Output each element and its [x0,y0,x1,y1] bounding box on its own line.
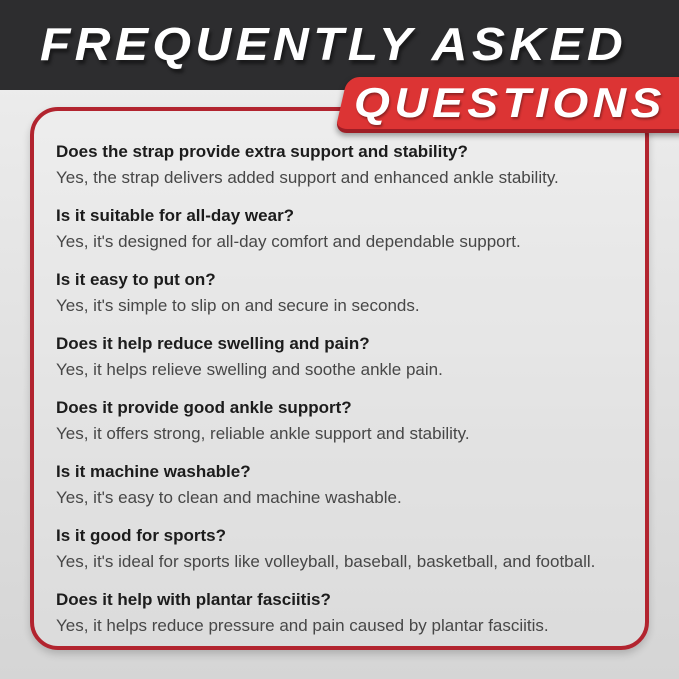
questions-banner [335,77,679,133]
faq-answer: Yes, the strap delivers added support and enhanced ankle stability. [56,168,559,187]
faq-question: Is it suitable for all-day wear? [56,206,295,225]
banner-label: QUESTIONS [353,79,666,126]
faq-answer: Yes, it's simple to slip on and secure in seconds. [56,296,420,315]
faq-answer: Yes, it offers strong, reliable ankle support and stability. [56,424,470,443]
page-title: FREQUENTLY ASKED [40,18,628,70]
faq-question: Does the strap provide extra support and stability? [56,142,468,161]
faq-answer: Yes, it helps relieve swelling and soothe ankle pain. [56,360,443,379]
faq-item [56,461,621,509]
faq-card [30,107,649,650]
faq-question: Does it help with plantar fasciitis? [56,590,331,609]
faq-item [56,205,621,253]
faq-item [56,589,621,637]
faq-question: Does it provide good ankle support? [56,398,352,417]
faq-item [56,141,621,189]
faq-item [56,333,621,381]
faq-question: Is it machine washable? [56,462,251,481]
faq-answer: Yes, it's easy to clean and machine washable. [56,488,402,507]
faq-answer: Yes, it helps reduce pressure and pain caused by plantar fasciitis. [56,616,549,635]
faq-question: Is it good for sports? [56,526,226,545]
faq-answer: Yes, it's designed for all-day comfort and dependable support. [56,232,521,251]
faq-answer: Yes, it's ideal for sports like volleyball, baseball, basketball, and football. [56,552,596,571]
faq-item [56,269,621,317]
faq-item [56,525,621,573]
faq-question: Does it help reduce swelling and pain? [56,334,370,353]
faq-question: Is it easy to put on? [56,270,216,289]
faq-item [56,397,621,445]
